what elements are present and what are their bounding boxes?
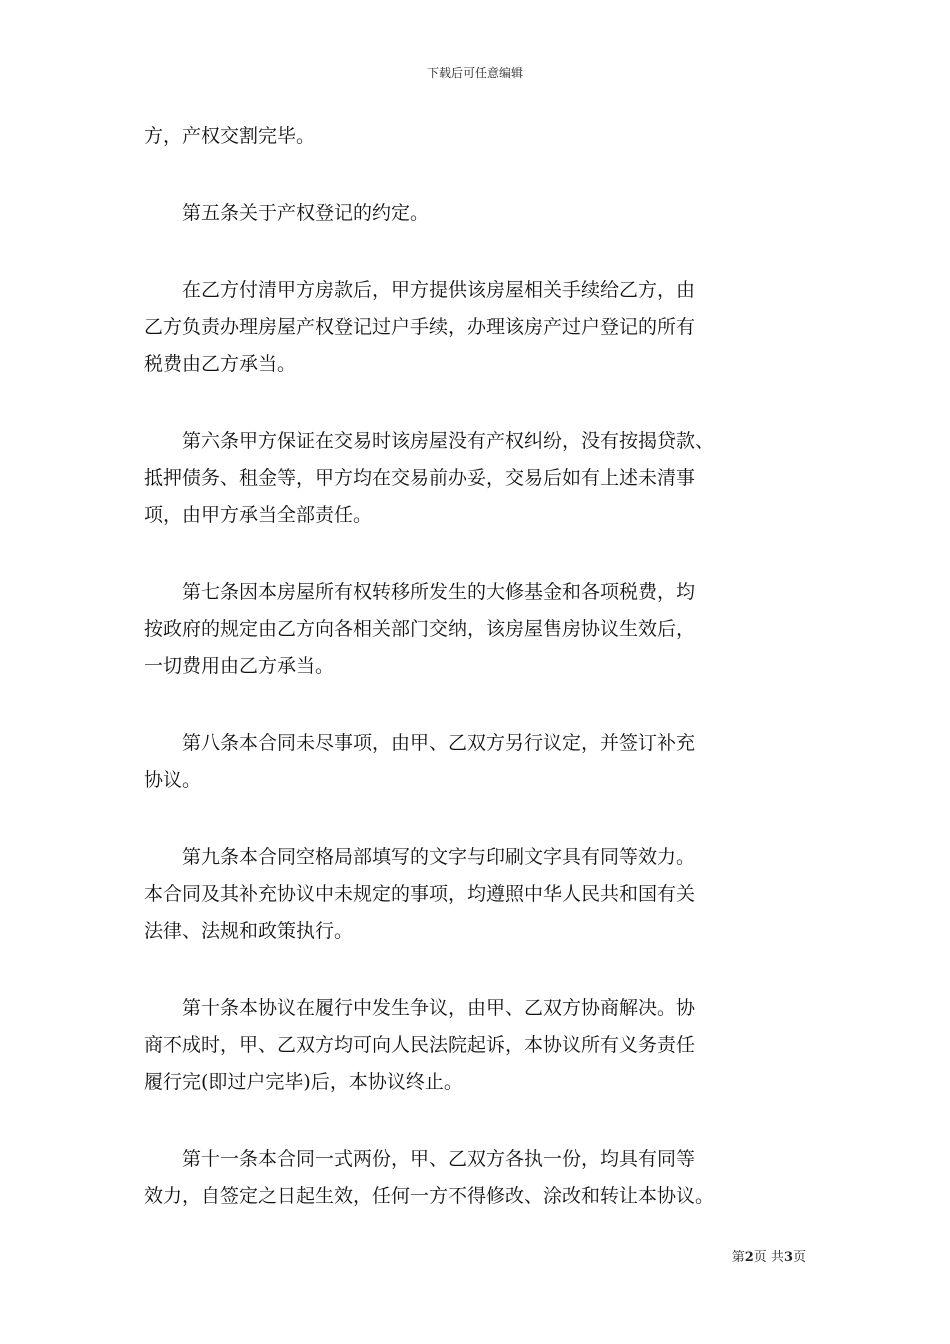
- paragraph-line: 税费由乙方承当。: [144, 353, 297, 375]
- page-middle: 页 共: [753, 1250, 784, 1265]
- paragraph-article-6: [144, 423, 814, 534]
- paragraph-line: 抵押债务、租金等，甲方均在交易前办妥，交易后如有上述未清事: [144, 467, 696, 489]
- paragraph-line: 商不成时，甲、乙双方均可向人民法院起诉，本协议所有义务责任: [144, 1034, 696, 1056]
- paragraph-continuation: [144, 118, 814, 155]
- paragraph-line: 按政府的规定由乙方向各相关部门交纳，该房屋售房协议生效后，: [144, 618, 696, 640]
- paragraph-article-10: [144, 990, 814, 1101]
- page-prefix: 第: [731, 1250, 745, 1265]
- current-page-number: 2: [744, 1250, 754, 1265]
- total-page-number: 3: [783, 1250, 793, 1265]
- paragraph-line: 第六条甲方保证在交易时该房屋没有产权纠纷，没有按揭贷款、: [182, 430, 715, 452]
- page-suffix: 页: [792, 1250, 806, 1265]
- paragraph-line: 效力，自签定之日起生效，任何一方不得修改、涂改和转让本协议。: [144, 1185, 715, 1207]
- paragraph-line: 本合同及其补充协议中未规定的事项，均遵照中华人民共和国有关: [144, 883, 696, 905]
- paragraph-registration: [144, 272, 814, 383]
- paragraph-article-9: [144, 839, 814, 950]
- paragraph-line: 第八条本合同未尽事项，由甲、乙双方另行议定，并签订补充: [182, 732, 696, 754]
- paragraph-line: 第十一条本合同一式两份，甲、乙双方各执一份，均具有同等: [182, 1148, 696, 1170]
- paragraph-line: 一切费用由乙方承当。: [144, 655, 335, 677]
- paragraph-line: 方，产权交割完毕。: [144, 125, 316, 147]
- paragraph-article-7: [144, 574, 814, 685]
- paragraph-line: 乙方负责办理房屋产权登记过户手续，办理该房产过户登记的所有: [144, 316, 696, 338]
- paragraph-line: 第九条本合同空格局部填写的文字与印刷文字具有同等效力。: [182, 846, 696, 868]
- paragraph-line: 第五条关于产权登记的约定。: [182, 202, 430, 224]
- paragraph-line: 第十条本协议在履行中发生争议，由甲、乙双方协商解决。协: [182, 997, 696, 1019]
- paragraph-line: 项，由甲方承当全部责任。: [144, 504, 373, 526]
- paragraph-line: 协议。: [144, 769, 202, 791]
- paragraph-article-5: [144, 195, 814, 232]
- paragraph-line: 法律、法规和政策执行。: [144, 920, 354, 942]
- paragraph-line: 履行完(即过户完毕)后，本协议终止。: [144, 1071, 463, 1093]
- document-body: [144, 118, 814, 1255]
- page-number: [732, 1246, 806, 1265]
- header-note: 下载后可任意编辑: [426, 66, 523, 80]
- paragraph-article-11: [144, 1141, 814, 1215]
- paragraph-line: 第七条因本房屋所有权转移所发生的大修基金和各项税费，均: [182, 581, 696, 603]
- paragraph-article-8: [144, 725, 814, 799]
- paragraph-line: 在乙方付清甲方房款后，甲方提供该房屋相关手续给乙方，由: [182, 279, 696, 301]
